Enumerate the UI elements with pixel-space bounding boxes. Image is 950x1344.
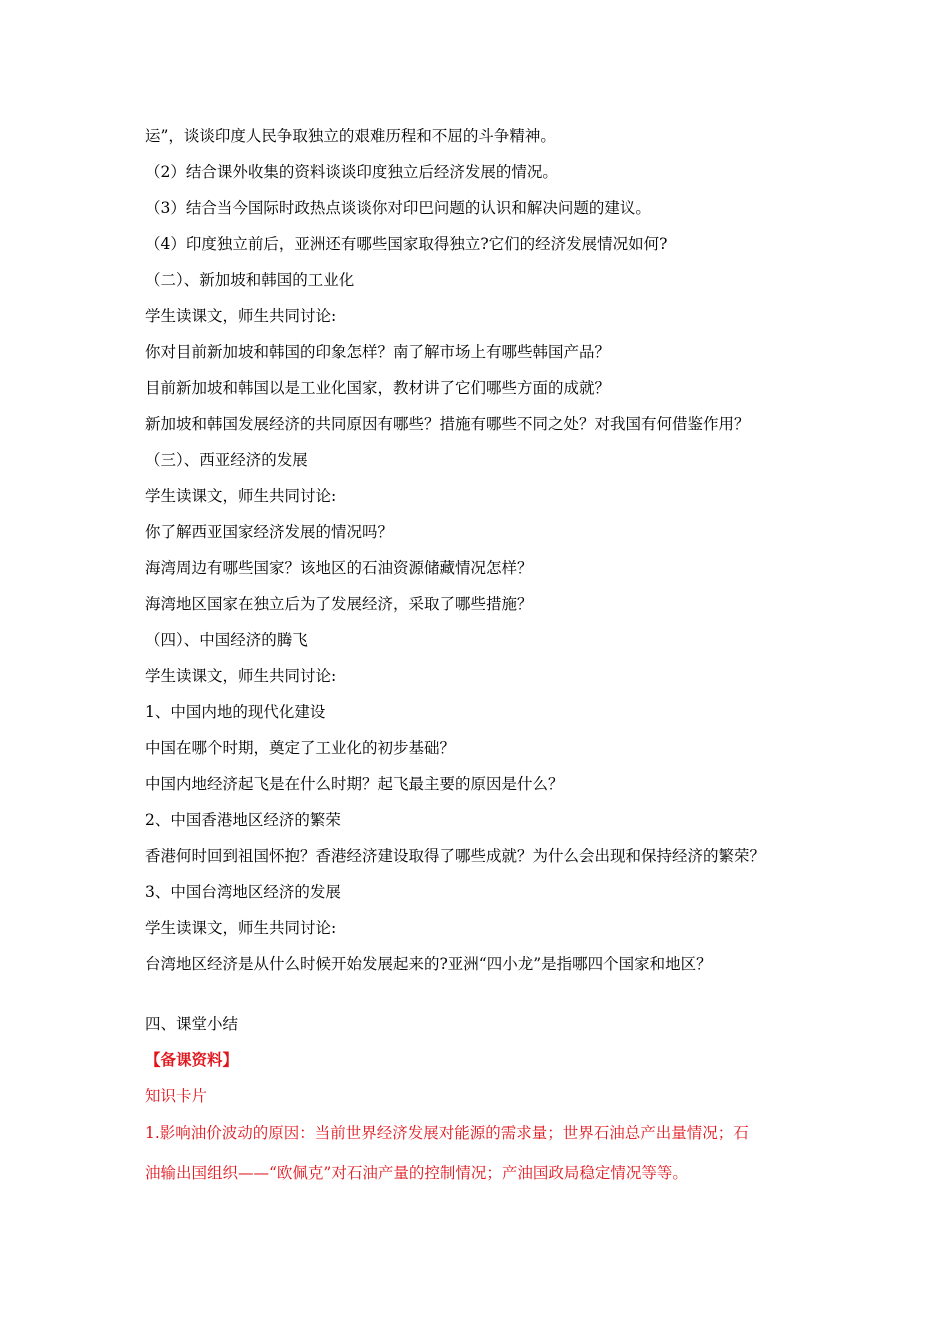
paragraph-line: 你了解西亚国家经济发展的情况吗？ bbox=[145, 523, 394, 541]
paragraph-line: 新加坡和韩国发展经济的共同原因有哪些？措施有哪些不同之处？对我国有何借鉴作用？ bbox=[145, 415, 750, 433]
paragraph-line: 学生读课文，师生共同讨论: bbox=[145, 487, 337, 505]
knowledge-item-line: 油输出国组织——“欧佩克”对石油产量的控制情况；产油国政局稳定情况等等。 bbox=[145, 1164, 688, 1182]
paragraph-line: 学生读课文，师生共同讨论: bbox=[145, 919, 337, 937]
paragraph-line: 中国内地经济起飞是在什么时期？起飞最主要的原因是什么？ bbox=[145, 775, 564, 793]
section-heading: 四、课堂小结 bbox=[145, 1015, 239, 1033]
paragraph-line: （3）结合当今国际时政热点谈谈你对印巴问题的认识和解决问题的建议。 bbox=[145, 199, 651, 217]
knowledge-card-title: 知识卡片 bbox=[145, 1087, 208, 1105]
paragraph-line: 中国在哪个时期，奠定了工业化的初步基础？ bbox=[145, 739, 456, 757]
paragraph-line: 你对目前新加坡和韩国的印象怎样？南了解市场上有哪些韩国产品？ bbox=[145, 343, 611, 361]
section-heading: （三）、西亚经济的发展 bbox=[145, 451, 308, 469]
paragraph-line: 香港何时回到祖国怀抱？香港经济建设取得了哪些成就？为什么会出现和保持经济的繁荣？ bbox=[145, 847, 766, 865]
paragraph-line: 台湾地区经济是从什么时候开始发展起来的?亚洲“四小龙”是指哪四个国家和地区？ bbox=[145, 955, 712, 973]
paragraph-line: 海湾地区国家在独立后为了发展经济，采取了哪些措施？ bbox=[145, 595, 533, 613]
subsection-heading: 2、中国香港地区经济的繁荣 bbox=[145, 811, 341, 829]
paragraph-line: 学生读课文，师生共同讨论: bbox=[145, 307, 337, 325]
materials-heading: 【备课资料】 bbox=[145, 1050, 239, 1069]
paragraph-line: （2）结合课外收集的资料谈谈印度独立后经济发展的情况。 bbox=[145, 163, 558, 181]
paragraph-line: 学生读课文，师生共同讨论: bbox=[145, 667, 337, 685]
paragraph-line: 目前新加坡和韩国以是工业化国家，教材讲了它们哪些方面的成就？ bbox=[145, 379, 611, 397]
paragraph-line: （4）印度独立前后，亚洲还有哪些国家取得独立?它们的经济发展情况如何? bbox=[145, 235, 668, 253]
paragraph-line: 海湾周边有哪些国家？该地区的石油资源储藏情况怎样？ bbox=[145, 559, 533, 577]
paragraph-line: 运”，谈谈印度人民争取独立的艰难历程和不屈的斗争精神。 bbox=[145, 127, 556, 145]
subsection-heading: 1、中国内地的现代化建设 bbox=[145, 703, 326, 721]
knowledge-item-line: 1.影响油价波动的原因：当前世界经济发展对能源的需求量；世界石油总产出量情况；石 bbox=[145, 1124, 749, 1142]
subsection-heading: 3、中国台湾地区经济的发展 bbox=[145, 883, 341, 901]
section-heading: （二）、新加坡和韩国的工业化 bbox=[145, 271, 355, 289]
section-heading: （四）、中国经济的腾飞 bbox=[145, 631, 308, 649]
